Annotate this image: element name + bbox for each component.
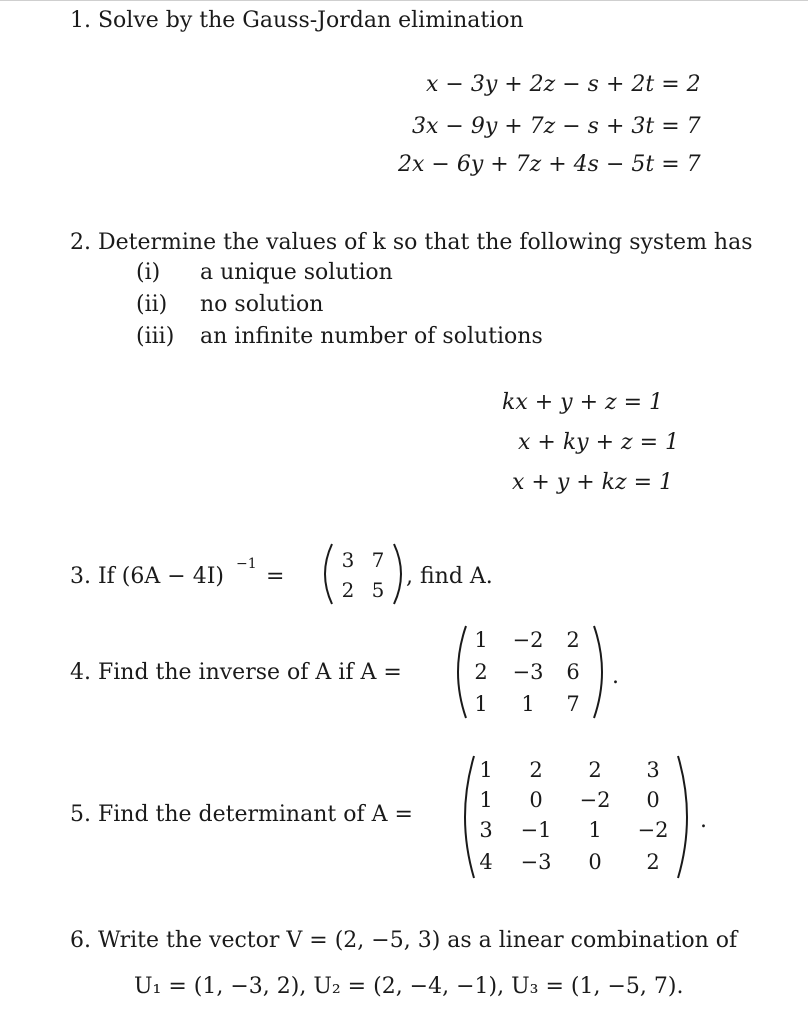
- problem-4-suffix: .: [612, 664, 619, 689]
- p4-matrix-cell: 2: [474, 660, 488, 684]
- problem-6-line-2: U₁ = (1, −3, 2), U₂ = (2, −4, −1), U₃ = (1, −5, 7).: [134, 974, 684, 999]
- problem-1-heading: 1. Solve by the Gauss-Jordan elimination: [70, 8, 524, 33]
- problem-5-prefix: 5. Find the determinant of A =: [70, 802, 413, 827]
- p1-equation-3: 2x − 6y + 7z + 4s − 5t = 7: [398, 152, 701, 177]
- p3-matrix-brackets: [318, 540, 408, 608]
- p2-equation-1: kx + y + z = 1: [502, 390, 664, 415]
- p5-matrix-cell: 2: [529, 758, 543, 782]
- p3-matrix-cell: 5: [371, 578, 385, 602]
- p1-equation-1: x − 3y + 2z − s + 2t = 2: [426, 72, 701, 97]
- p2-option-2-text: no solution: [200, 292, 324, 317]
- p5-matrix-cell: 0: [646, 788, 660, 812]
- p5-matrix-cell: 3: [646, 758, 660, 782]
- p5-matrix-cell: −1: [520, 818, 552, 842]
- problem-5-suffix: .: [700, 808, 707, 833]
- p5-matrix-cell: 1: [588, 818, 602, 842]
- p5-matrix-cell: 0: [529, 788, 543, 812]
- p2-option-3-text: an infinite number of solutions: [200, 324, 543, 349]
- p5-matrix-cell: −3: [520, 850, 552, 874]
- p4-matrix-cell: −3: [512, 660, 544, 684]
- problem-3-equals: =: [266, 564, 285, 589]
- problem-3-suffix: , find A.: [406, 564, 493, 589]
- p3-matrix-cell: 3: [341, 548, 355, 572]
- p5-matrix-cell: 3: [479, 818, 493, 842]
- p5-matrix-cell: −2: [637, 818, 669, 842]
- problem-4-prefix: 4. Find the inverse of A if A =: [70, 660, 402, 685]
- p2-option-3-number: (iii): [136, 324, 175, 349]
- problem-3-exponent: −1: [236, 556, 257, 572]
- p2-equation-3: x + y + kz = 1: [512, 470, 674, 495]
- problem-3-prefix: 3. If (6A − 4I): [70, 564, 224, 589]
- p4-matrix-cell: 1: [474, 628, 488, 652]
- p1-equation-2: 3x − 9y + 7z − s + 3t = 7: [412, 114, 701, 139]
- p4-matrix-cell: 7: [566, 692, 580, 716]
- p5-matrix-cell: 1: [479, 758, 493, 782]
- p2-option-2-number: (ii): [136, 292, 168, 317]
- p5-matrix-cell: 1: [479, 788, 493, 812]
- p4-matrix-cell: 1: [521, 692, 535, 716]
- p5-matrix-cell: 4: [479, 850, 493, 874]
- page-top-border: [0, 0, 808, 1]
- p4-matrix-cell: −2: [512, 628, 544, 652]
- p5-matrix-cell: 0: [588, 850, 602, 874]
- problem-6-line-1: 6. Write the vector V = (2, −5, 3) as a linear combination of: [70, 928, 738, 953]
- p2-option-1-number: (i): [136, 260, 161, 285]
- p3-matrix-cell: 7: [371, 548, 385, 572]
- p5-matrix-cell: 2: [588, 758, 602, 782]
- p2-option-1-text: a unique solution: [200, 260, 393, 285]
- p5-matrix-cell: 2: [646, 850, 660, 874]
- problem-2-heading: 2. Determine the values of k so that the following system has: [70, 230, 753, 255]
- p4-matrix-cell: 2: [566, 628, 580, 652]
- p3-matrix-cell: 2: [341, 578, 355, 602]
- p5-matrix-cell: −2: [579, 788, 611, 812]
- p2-equation-2: x + ky + z = 1: [518, 430, 680, 455]
- p4-matrix-cell: 6: [566, 660, 580, 684]
- p4-matrix-cell: 1: [474, 692, 488, 716]
